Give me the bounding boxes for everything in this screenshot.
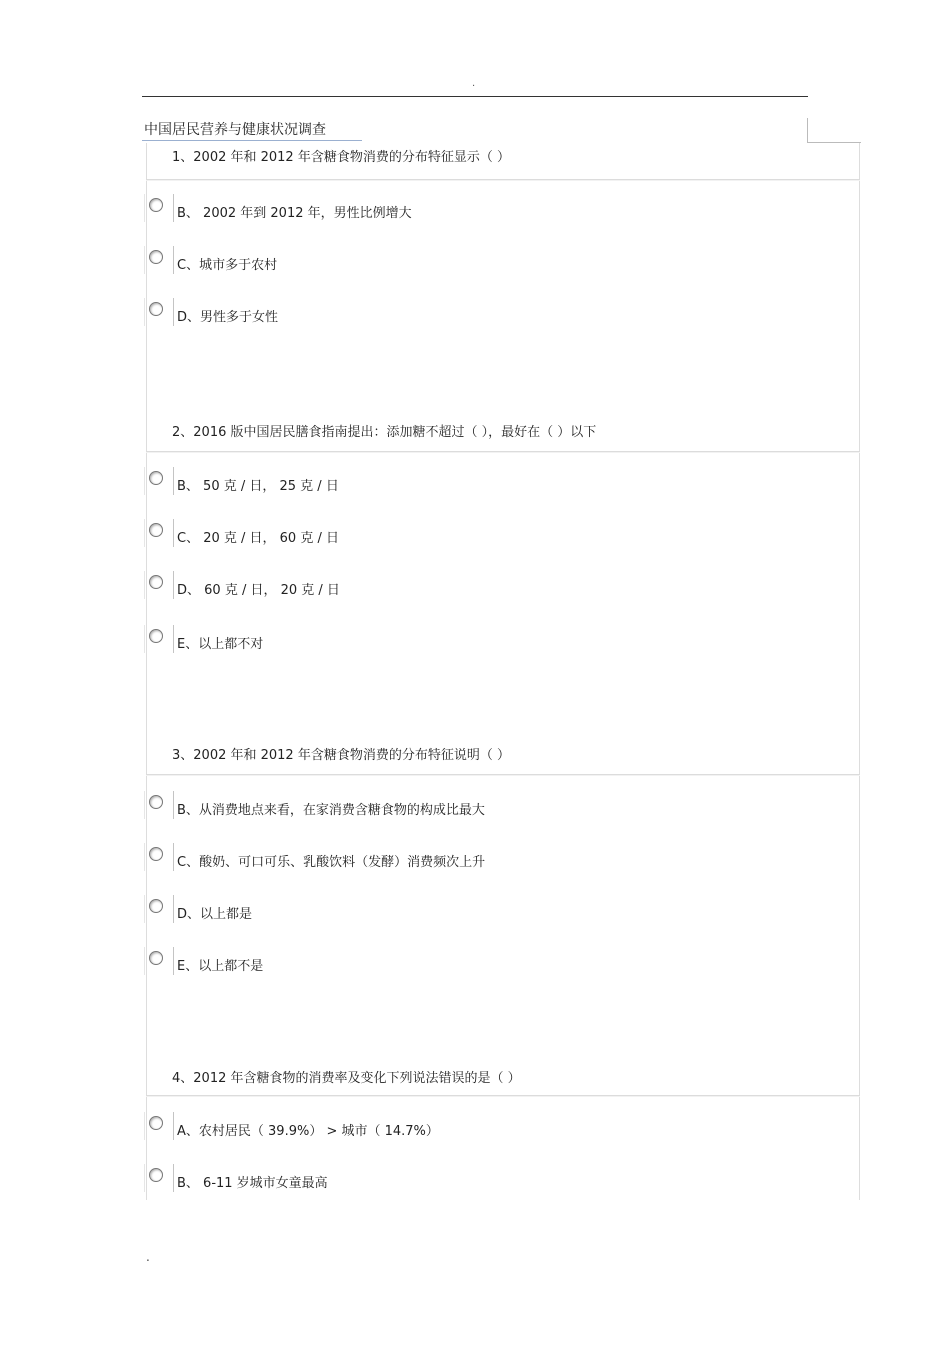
- frame-corner: [807, 118, 808, 142]
- question-4-option-a[interactable]: [144, 1112, 744, 1140]
- radio-cell: [144, 519, 174, 547]
- option-label: E、以上都不对: [177, 637, 264, 652]
- question-1-divider: [146, 179, 860, 180]
- question-1-option-b[interactable]: [144, 194, 744, 222]
- radio-cell: [144, 625, 174, 653]
- radio-cell: [144, 467, 174, 495]
- option-label: B、 50 克 / 日， 25 克 / 日: [177, 479, 339, 494]
- radio-button[interactable]: [149, 523, 163, 537]
- question-1-option-c[interactable]: [144, 246, 744, 274]
- radio-button[interactable]: [149, 629, 163, 643]
- option-label: B、 2002 年到 2012 年，男性比例增大: [177, 206, 412, 221]
- document-title: 中国居民营养与健康状况调查: [144, 122, 326, 138]
- radio-button[interactable]: [149, 795, 163, 809]
- radio-button[interactable]: [149, 1168, 163, 1182]
- option-label: B、 6-11 岁城市女童最高: [177, 1176, 328, 1191]
- option-label: E、以上都不是: [177, 959, 264, 974]
- radio-cell: [144, 571, 174, 599]
- question-4-divider: [146, 1095, 860, 1096]
- option-label: D、男性多于女性: [177, 310, 279, 325]
- radio-button[interactable]: [149, 302, 163, 316]
- radio-button[interactable]: [149, 847, 163, 861]
- option-label: A、农村居民（ 39.9%） > 城市（ 14.7%）: [177, 1124, 439, 1139]
- question-3-text: 3、2002 年和 2012 年含糖食物消费的分布特征说明（ ）: [172, 748, 510, 763]
- radio-cell: [144, 895, 174, 923]
- radio-cell: [144, 194, 174, 222]
- radio-button[interactable]: [149, 471, 163, 485]
- option-label: D、以上都是: [177, 907, 253, 922]
- question-4-option-b[interactable]: [144, 1164, 744, 1192]
- option-label: D、 60 克 / 日， 20 克 / 日: [177, 583, 340, 598]
- question-3-option-c[interactable]: [144, 843, 744, 871]
- question-frame-right: [859, 143, 860, 1200]
- option-label: B、从消费地点来看，在家消费含糖食物的构成比最大: [177, 803, 485, 818]
- question-3-divider: [146, 774, 860, 775]
- radio-cell: [144, 1164, 174, 1192]
- page-footer-mark: .: [146, 1250, 150, 1264]
- question-2-divider: [146, 451, 860, 452]
- radio-cell: [144, 791, 174, 819]
- question-2-option-d[interactable]: [144, 571, 744, 599]
- question-2-option-b[interactable]: [144, 467, 744, 495]
- question-2-text: 2、2016 版中国居民膳食指南提出：添加糖不超过（ ），最好在（ ）以下: [172, 425, 597, 440]
- radio-cell: [144, 947, 174, 975]
- question-1-option-d[interactable]: [144, 298, 744, 326]
- radio-button[interactable]: [149, 951, 163, 965]
- question-3-option-e[interactable]: [144, 947, 744, 975]
- option-label: C、 20 克 / 日， 60 克 / 日: [177, 531, 339, 546]
- radio-cell: [144, 1112, 174, 1140]
- radio-cell: [144, 843, 174, 871]
- radio-button[interactable]: [149, 250, 163, 264]
- option-label: C、酸奶、可口可乐、乳酸饮料（发酵）消费频次上升: [177, 855, 486, 870]
- page-header-mark: .: [472, 78, 476, 89]
- question-1-text: 1、2002 年和 2012 年含糖食物消费的分布特征显示（ ）: [172, 150, 510, 165]
- radio-cell: [144, 298, 174, 326]
- question-2-option-e[interactable]: [144, 625, 744, 653]
- radio-cell: [144, 246, 174, 274]
- question-2-option-c[interactable]: [144, 519, 744, 547]
- option-label: C、城市多于农村: [177, 258, 278, 273]
- question-3-option-d[interactable]: [144, 895, 744, 923]
- radio-button[interactable]: [149, 1116, 163, 1130]
- question-3-option-b[interactable]: [144, 791, 744, 819]
- radio-button[interactable]: [149, 899, 163, 913]
- question-4-text: 4、2012 年含糖食物的消费率及变化下列说法错误的是（ ）: [172, 1071, 521, 1086]
- radio-button[interactable]: [149, 198, 163, 212]
- frame-corner-bottom: [807, 142, 861, 143]
- radio-button[interactable]: [149, 575, 163, 589]
- title-underline: [142, 140, 362, 141]
- header-rule: [142, 96, 808, 97]
